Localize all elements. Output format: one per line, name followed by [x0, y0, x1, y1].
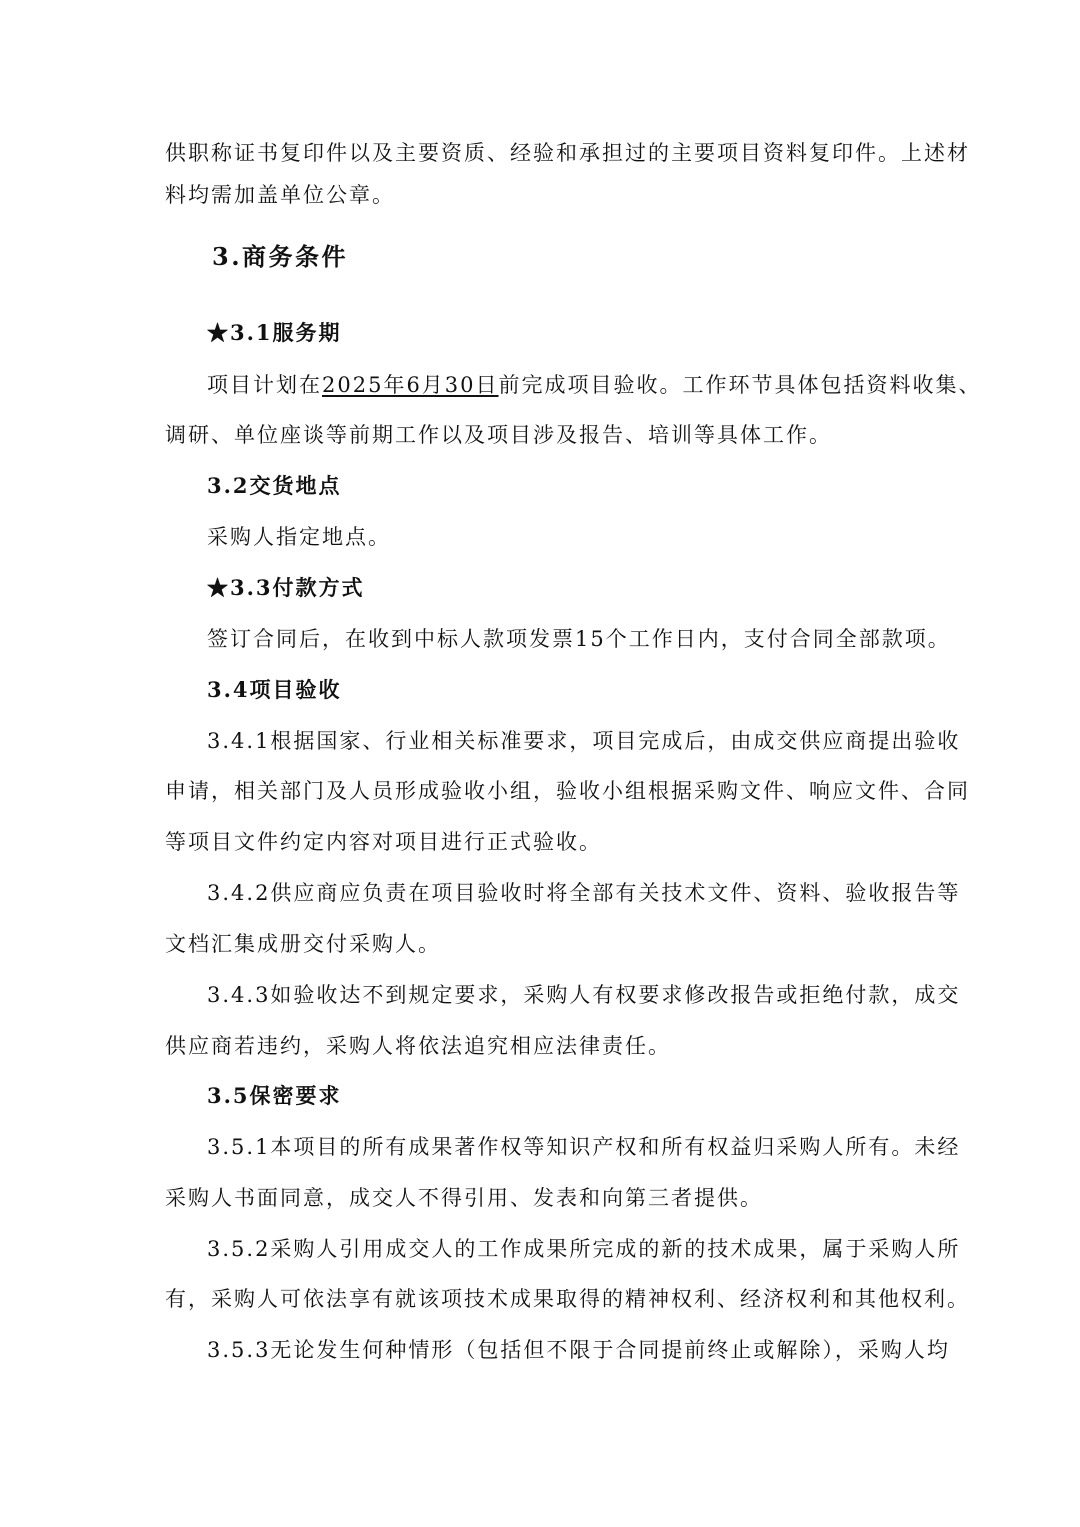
- section-3-4-3-line-1: 3.4.3如验收达不到规定要求，采购人有权要求修改报告或拒绝付款，成交: [207, 983, 961, 1007]
- section-3-4-1-line-2: 申请，相关部门及人员形成验收小组，验收小组根据采购文件、响应文件、合同: [165, 779, 970, 803]
- section-3-heading: 3.商务条件: [212, 242, 349, 271]
- intro-line-1: 供职称证书复印件以及主要资质、经验和承担过的主要项目资料复印件。上述材: [165, 141, 970, 165]
- intro-line-2: 料均需加盖单位公章。: [165, 183, 395, 207]
- section-3-1-suffix: 前完成项目验收。工作环节具体包括资料收集、: [498, 373, 982, 397]
- section-3-1-date: 2025年6月30日: [322, 373, 499, 397]
- section-3-4-2-line-2: 文档汇集成册交付采购人。: [165, 932, 441, 956]
- section-3-1-heading: ★3.1服务期: [207, 320, 342, 345]
- section-3-4-2-line-1: 3.4.2供应商应负责在项目验收时将全部有关技术文件、资料、验收报告等: [207, 881, 961, 905]
- section-3-5-2-line-1: 3.5.2采购人引用成交人的工作成果所完成的新的技术成果，属于采购人所: [207, 1237, 961, 1261]
- section-3-2-line-1: 采购人指定地点。: [207, 525, 391, 549]
- section-3-1-prefix: 项目计划在: [207, 373, 322, 397]
- section-3-5-3-line-1: 3.5.3无论发生何种情形（包括但不限于合同提前终止或解除），采购人均: [207, 1338, 950, 1362]
- section-3-3-line-1: 签订合同后，在收到中标人款项发票15个工作日内，支付合同全部款项。: [207, 627, 951, 651]
- section-3-4-1-line-3: 等项目文件约定内容对项目进行正式验收。: [165, 830, 602, 854]
- section-3-4-3-line-2: 供应商若违约，采购人将依法追究相应法律责任。: [165, 1034, 671, 1058]
- section-3-2-heading: 3.2交货地点: [207, 473, 342, 498]
- section-3-5-1-line-1: 3.5.1本项目的所有成果著作权等知识产权和所有权益归采购人所有。未经: [207, 1135, 961, 1159]
- section-3-3-heading: ★3.3付款方式: [207, 575, 365, 600]
- section-3-1-line-2: 调研、单位座谈等前期工作以及项目涉及报告、培训等具体工作。: [165, 423, 832, 447]
- section-3-5-1-line-2: 采购人书面同意，成交人不得引用、发表和向第三者提供。: [165, 1186, 763, 1210]
- section-3-5-2-line-2: 有，采购人可依法享有就该项技术成果取得的精神权利、经济权利和其他权利。: [165, 1287, 970, 1311]
- section-3-4-heading: 3.4项目验收: [207, 677, 342, 702]
- section-3-1-line-1: [207, 370, 982, 400]
- section-3-4-1-line-1: 3.4.1根据国家、行业相关标准要求，项目完成后，由成交供应商提出验收: [207, 729, 961, 753]
- section-3-5-heading: 3.5保密要求: [207, 1083, 342, 1108]
